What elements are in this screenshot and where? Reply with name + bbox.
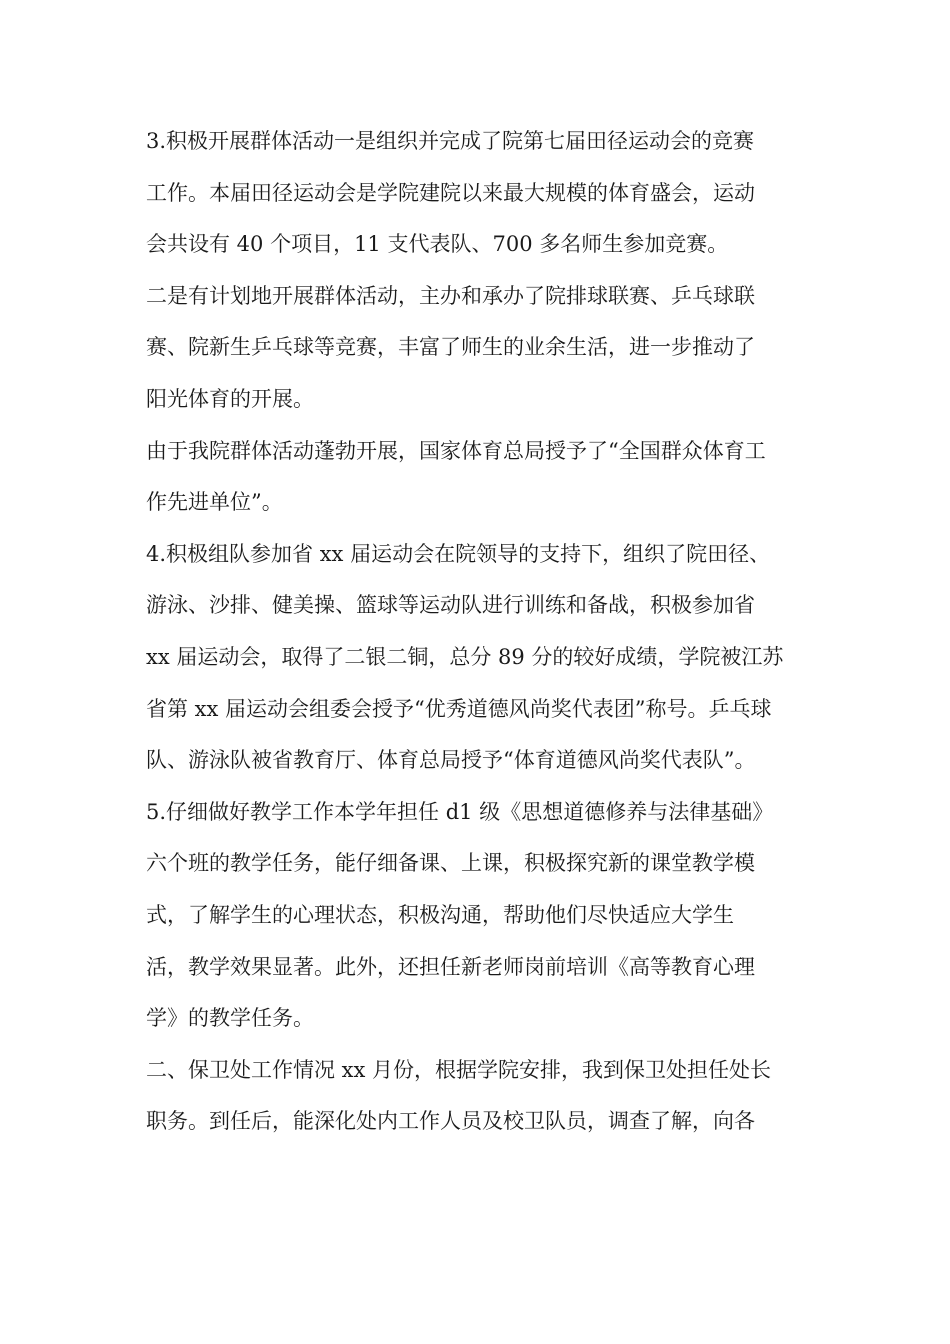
text-line: xx 届运动会，取得了二银二铜，总分 89 分的较好成绩，学院被江苏 (146, 644, 784, 669)
text-line: 4.积极组队参加省 xx 届运动会在院领导的支持下，组织了院田径、 (146, 541, 771, 566)
text-line: 由于我院群体活动蓬勃开展，国家体育总局授予了“全国群众体育工 (146, 438, 766, 463)
document-body (146, 116, 816, 1148)
text-line: 二、保卫处工作情况 xx 月份，根据学院安排，我到保卫处担任处长 (146, 1057, 772, 1082)
text-line: 学》的教学任务。 (146, 1006, 314, 1031)
text-line: 省第 xx 届运动会组委会授予“优秀道德风尚奖代表团”称号。乒乓球 (146, 696, 772, 721)
text-line: 赛、院新生乒乓球等竞赛，丰富了师生的业余生活，进一步推动了 (146, 335, 755, 360)
text-line: 阳光体育的开展。 (146, 386, 314, 411)
text-line: 作先进单位”。 (146, 490, 283, 515)
text-line: 式，了解学生的心理状态，积极沟通，帮助他们尽快适应大学生 (146, 902, 734, 927)
text-line: 六个班的教学任务，能仔细备课、上课，积极探究新的课堂教学模 (146, 851, 755, 876)
text-line: 会共设有 40 个项目，11 支代表队、700 多名师生参加竞赛。 (146, 232, 729, 257)
text-line: 二是有计划地开展群体活动，主办和承办了院排球联赛、乒乓球联 (146, 283, 755, 308)
text-line: 职务。到任后，能深化处内工作人员及校卫队员，调查了解，向各 (146, 1109, 755, 1134)
text-line: 工作。本届田径运动会是学院建院以来最大规模的体育盛会，运动 (146, 180, 755, 205)
text-line: 队、游泳队被省教育厅、体育总局授予“体育道德风尚奖代表队”。 (146, 748, 756, 773)
text-line: 游泳、沙排、健美操、篮球等运动队进行训练和备战，积极参加省 (146, 593, 755, 618)
text-line: 活，教学效果显著。此外，还担任新老师岗前培训《高等教育心理 (146, 954, 755, 979)
text-line: 3.积极开展群体活动一是组织并完成了院第七届田径运动会的竞赛 (146, 129, 755, 153)
text-line: 5.仔细做好教学工作本学年担任 d1 级《思想道德修养与法律基础》 (146, 799, 774, 824)
